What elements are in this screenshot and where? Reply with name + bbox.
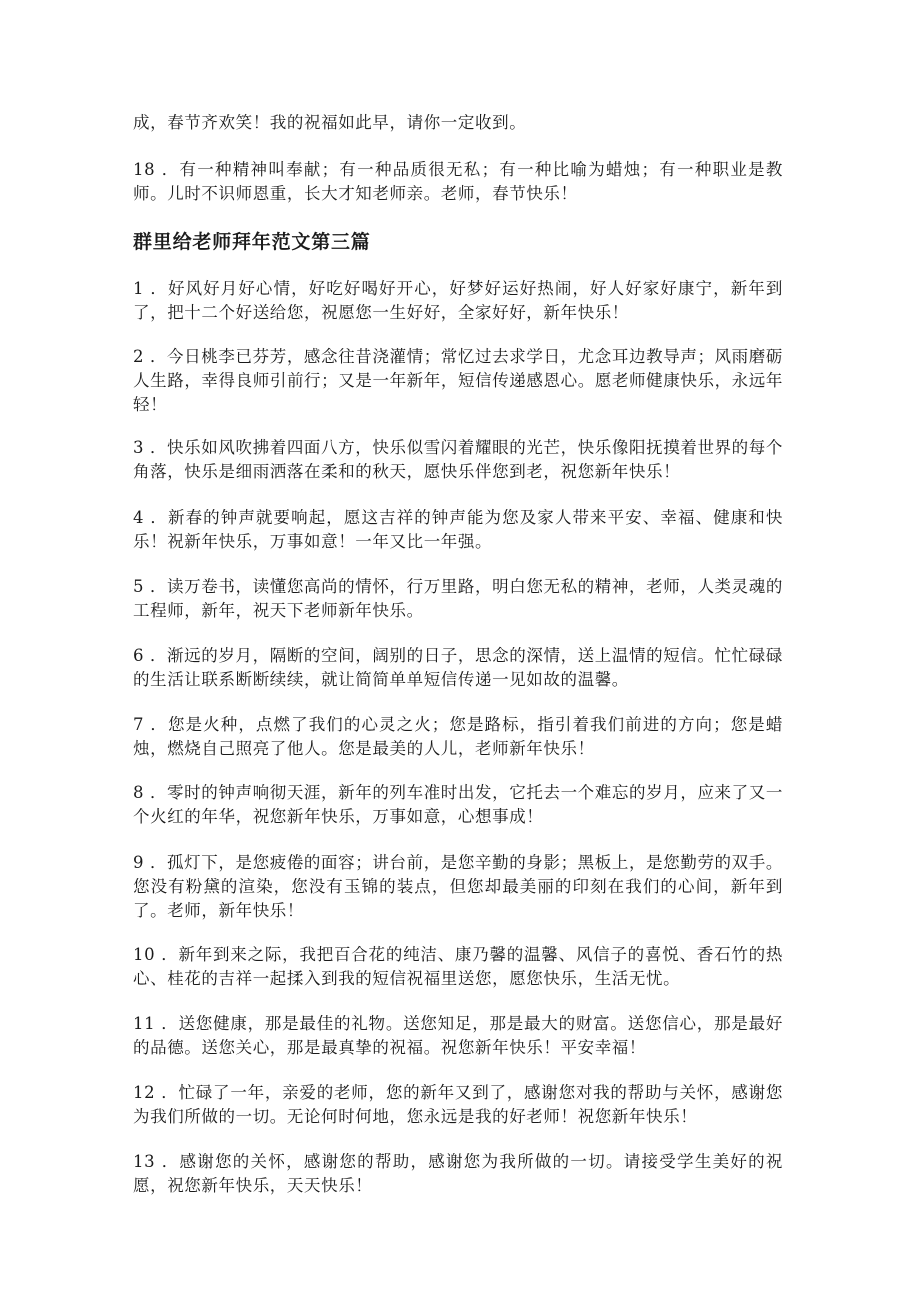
list-item: 10 ．新年到来之际，我把百合花的纯洁、康乃馨的温馨、风信子的喜悦、香石竹的热心、桂花的吉祥一起揉入到我的短信祝福里送您，愿您快乐，生活无忧。 — [133, 945, 783, 988]
list-item: 11 ．送您健康，那是最佳的礼物。送您知足，那是最大的财富。送您信心，那是最好的品德。送您关心，那是最真挚的祝福。祝您新年快乐！平安幸福！ — [133, 1014, 783, 1057]
list-item: 1 ．好风好月好心情，好吃好喝好开心，好梦好运好热闹，好人好家好康宁，新年到了，把十二个好送给您，祝愿您一生好好，全家好好，新年快乐！ — [133, 279, 783, 322]
list-item: 4 ．新春的钟声就要响起，愿这吉祥的钟声能为您及家人带来平安、幸福、健康和快乐！祝新年快乐，万事如意！一年又比一年强。 — [133, 508, 783, 551]
list-item: 9 ．孤灯下，是您疲倦的面容；讲台前，是您辛勤的身影；黑板上，是您勤劳的双手。您没有粉黛的渲染，您没有玉锦的装点，但您却最美丽的印刻在我们的心间，新年到了。老师，新年快乐！ — [133, 853, 783, 920]
list-item: 6 ．渐远的岁月，隔断的空间，阔别的日子，思念的深情，送上温情的短信。忙忙碌碌的生活让联系断断续续，就让简简单单短信传递一见如故的温馨。 — [133, 646, 783, 689]
list-item: 5 ．读万卷书，读懂您高尚的情怀，行万里路，明白您无私的精神，老师，人类灵魂的工程师，新年，祝天下老师新年快乐。 — [133, 577, 783, 620]
list-item: 8 ．零时的钟声响彻天涯，新年的列车准时出发，它托去一个难忘的岁月，应来了又一个火红的年华，祝您新年快乐，万事如意，心想事成！ — [133, 783, 783, 826]
list-item: 3 ．快乐如风吹拂着四面八方，快乐似雪闪着耀眼的光芒，快乐像阳抚摸着世界的每个角落，快乐是细雨洒落在柔和的秋天，愿快乐伴您到老，祝您新年快乐！ — [133, 438, 783, 481]
paragraph-item-18: 18 ．有一种精神叫奉献；有一种品质很无私；有一种比喻为蜡烛；有一种职业是教师。儿时不识师恩重，长大才知老师亲。老师，春节快乐！ — [133, 160, 783, 203]
list-item: 12 ．忙碌了一年，亲爱的老师，您的新年又到了，感谢您对我的帮助与关怀，感谢您为我们所做的一切。无论何时何地，您永远是我的好老师！祝您新年快乐！ — [133, 1083, 783, 1126]
list-item: 13 ．感谢您的关怀，感谢您的帮助，感谢您为我所做的一切。请接受学生美好的祝愿，祝您新年快乐，天天快乐！ — [133, 1152, 783, 1195]
section-heading: 群里给老师拜年范文第三篇 — [133, 231, 371, 253]
list-item: 2 ．今日桃李已芬芳，感念往昔浇灌情；常忆过去求学日，尤念耳边教导声；风雨磨砺人生路，幸得良师引前行；又是一年新年，短信传递感恩心。愿老师健康快乐，永远年轻！ — [133, 347, 783, 414]
list-item: 7 ．您是火种，点燃了我们的心灵之火；您是路标，指引着我们前进的方向；您是蜡烛，燃烧自己照亮了他人。您是最美的人儿，老师新年快乐！ — [133, 715, 783, 758]
paragraph-continuation: 成，春节齐欢笑！我的祝福如此早，请你一定收到。 — [133, 113, 527, 132]
